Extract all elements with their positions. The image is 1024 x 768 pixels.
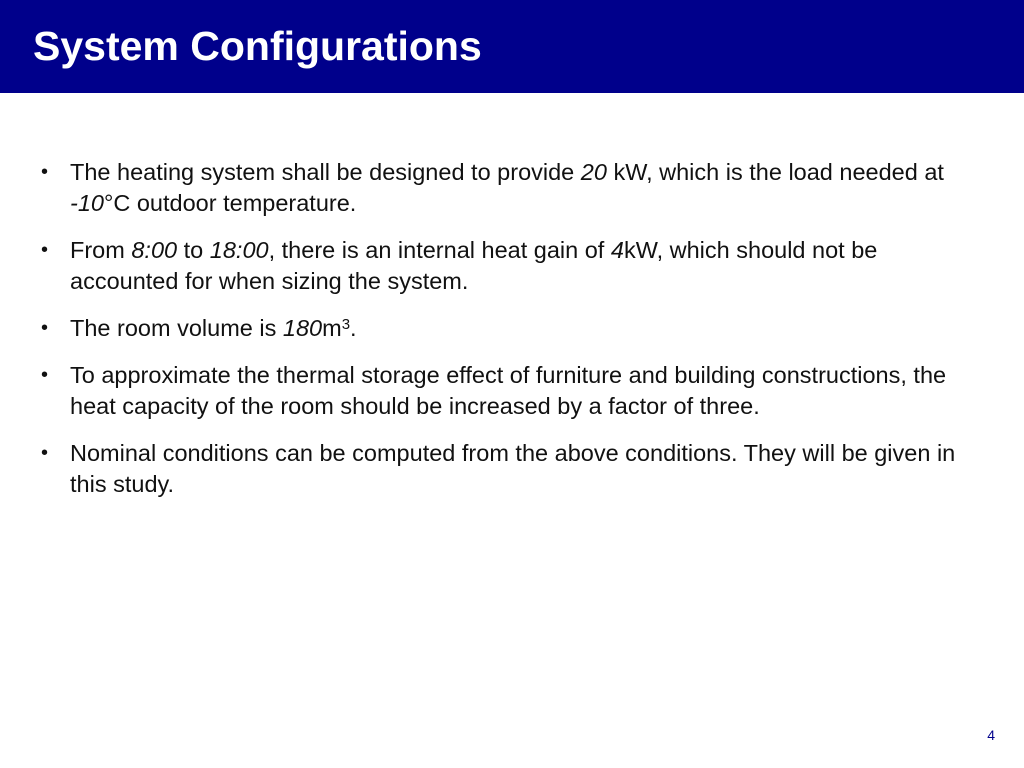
bullet-text: °C outdoor temperature. [103,190,357,216]
bullet-text: The heating system shall be designed to provide [70,159,581,185]
outdoor-temperature-value: -10 [70,190,104,216]
bullet-icon: • [41,364,49,386]
unit-exponent: 3 [341,316,351,333]
bullet-icon: • [41,317,49,339]
bullet-icon: • [41,239,49,261]
title-bar [0,0,1024,93]
bullet-item-nominal-conditions [38,438,978,500]
bullet-text: , there is an internal heat gain of [268,237,611,263]
bullet-text: . [350,315,357,341]
room-volume-value: 180 [282,315,323,341]
bullet-item-room-volume [38,313,978,344]
heat-gain-value: 4 [610,237,624,263]
bullet-icon: • [41,161,49,183]
bullet-text: Nominal conditions can be computed from the above conditions. They will be given in this study. [70,440,956,497]
page-number: 4 [987,727,995,743]
bullet-text: to [177,237,210,263]
load-value: 20 [580,159,607,185]
end-time-value: 18:00 [209,237,269,263]
bullet-item-thermal-storage [38,360,978,422]
start-time-value: 8:00 [131,237,178,263]
slide-title: System Configurations [33,23,482,69]
bullet-item-internal-gain [38,235,978,297]
unit-text: m [322,315,342,341]
bullet-text: The room volume is [70,315,283,341]
bullet-text: kW, which should not be accounted for when sizing the system. [70,237,878,294]
bullet-icon: • [41,442,49,464]
bullet-list [38,157,978,516]
bullet-text: To approximate the thermal storage effect of furniture and building constructions, the heat capacity of the room should be increased by a factor of three. [70,362,947,419]
bullet-item-heating-load [38,157,978,219]
bullet-text: kW, which is the load needed at [606,159,944,185]
bullet-text: From [70,237,132,263]
